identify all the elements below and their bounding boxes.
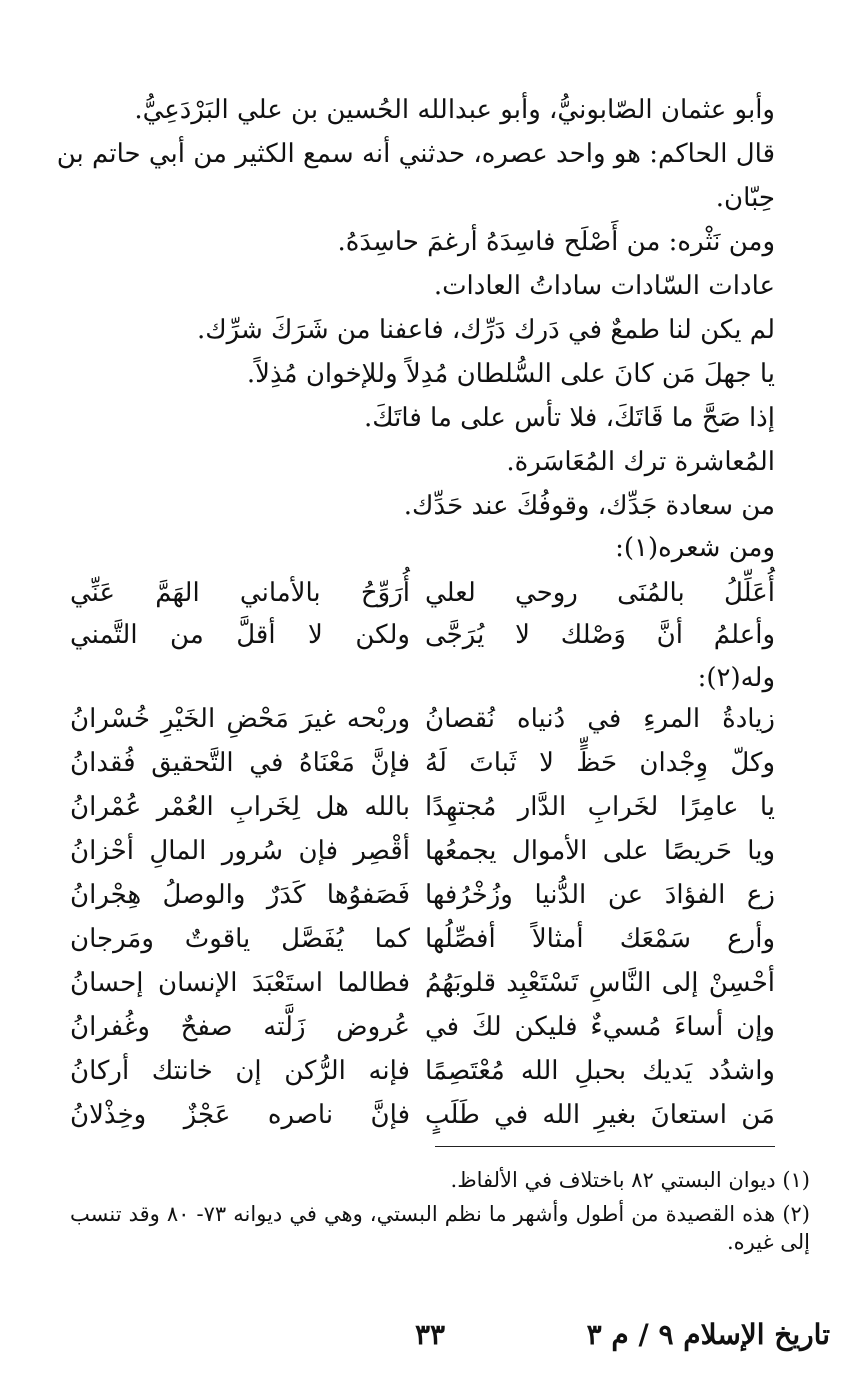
- verse-line: [70, 832, 775, 870]
- prose-line: ومن نَثْره: من أَصْلَح فاسِدَهُ أرغمَ حاسِدَهُ.: [337, 227, 775, 257]
- prose-line: يا جهلَ مَن كانَ على السُّلطان مُدِلاً وللإخوان مُذِلاً.: [246, 359, 775, 389]
- footnote-divider: [435, 1146, 775, 1147]
- verse-first-hemistich: أحْسِنْ إلى النَّاسِ تَسْتَعْبِد قلوبَهُمُ: [425, 968, 775, 998]
- verse-second-hemistich: فطالما استَعْبَدَ الإنسان إحسانُ: [70, 968, 410, 998]
- verse-line: [70, 1008, 775, 1046]
- verse-second-hemistich: عُروض زَلَّته صفحٌ وغُفرانُ: [70, 1012, 410, 1042]
- verse-first-hemistich: وإن أساءَ مُسيءٌ فليكن لكَ في: [425, 1012, 775, 1042]
- verse-second-hemistich: بالله هل لِخَرابِ العُمْر عُمْرانُ: [70, 792, 410, 822]
- verse-first-hemistich: وأرع سَمْعَك أمثالاً أفصِّلُها: [425, 924, 775, 954]
- verse-second-hemistich: فإنه الرُّكن إن خانتك أركانُ: [70, 1056, 410, 1086]
- verse-first-hemistich: زع الفؤادَ عن الدُّنيا وزُخْرُفها: [425, 880, 775, 910]
- poem-intro: ومن شعره(١):: [615, 533, 775, 563]
- footnote: (٢) هذه القصيدة من أطول وأشهر ما نظم البستي، وهي في ديوانه ٧٣- ٨٠ وقد تنسب إلى غيره.: [70, 1202, 810, 1254]
- verse-second-hemistich: ولكن لا أقلَّ من التَّمني: [70, 620, 410, 650]
- prose-line: لم يكن لنا طمعٌ في دَرك دَرِّك، فاعفنا من شَرَكَ شرِّك.: [196, 315, 775, 345]
- prose-line: من سعادة جَدِّك، وقوفُكَ عند حَدِّك.: [403, 491, 775, 521]
- signature-mark: تاريخ الإسلام ٩ / م ٣: [586, 1318, 830, 1351]
- verse-line: [70, 574, 775, 612]
- verse-first-hemistich: أُعَلِّلُ بالمُنَى روحي لعلي: [425, 578, 775, 608]
- verse-line: [70, 1096, 775, 1134]
- prose-line: قال الحاكم: هو واحد عصره، حدثني أنه سمع الكثير من أبي حاتم بن: [56, 139, 775, 169]
- verse-line: [70, 920, 775, 958]
- poem-intro: وله(٢):: [697, 663, 775, 693]
- verse-first-hemistich: وكلّ وِجْدان حَظٍّ لا ثَباتَ لَهُ: [425, 748, 775, 778]
- verse-line: [70, 876, 775, 914]
- verse-second-hemistich: فإنَّ ناصره عَجْزٌ وخِذْلانُ: [70, 1100, 410, 1130]
- verse-first-hemistich: ويا حَريصًا على الأموال يجمعُها: [425, 836, 775, 866]
- verse-first-hemistich: مَن استعانَ بغيرِ الله في طَلَبٍ: [425, 1100, 775, 1130]
- verse-second-hemistich: فَصَفوُها كَدَرٌ والوصلُ هِجْرانُ: [70, 880, 410, 910]
- prose-line: المُعاشرة ترك المُعَاسَرة.: [506, 447, 775, 477]
- verse-line: [70, 700, 775, 738]
- verse-line: [70, 1052, 775, 1090]
- verse-second-hemistich: أُرَوِّحُ بالأماني الهَمَّ عَنِّي: [70, 578, 410, 608]
- prose-line: عادات السّادات ساداتُ العادات.: [433, 271, 775, 301]
- verse-line: [70, 744, 775, 782]
- page-number: ٣٣: [415, 1318, 446, 1351]
- verse-second-hemistich: أقْصِر فإن سُرور المالِ أحْزانُ: [70, 836, 410, 866]
- verse-second-hemistich: كما يُفَصَّل ياقوتٌ ومَرجان: [70, 924, 410, 954]
- verse-line: [70, 788, 775, 826]
- prose-line: وأبو عثمان الصّابونيُّ، وأبو عبدالله الحُسين بن علي البَرْدَعِيُّ.: [134, 95, 775, 125]
- verse-second-hemistich: وربْحه غيرَ مَحْضِ الخَيْرِ خُسْرانُ: [70, 704, 410, 734]
- verse-first-hemistich: يا عامِرًا لخَرابِ الدَّار مُجتهِدًا: [425, 792, 775, 822]
- verse-first-hemistich: زيادةُ المرءِ في دُنياه نُقصانُ: [425, 704, 775, 734]
- prose-line: حِبّان.: [715, 183, 775, 213]
- footnote: (١) ديوان البستي ٨٢ باختلاف في الألفاظ.: [450, 1168, 810, 1192]
- verse-second-hemistich: فإنَّ مَعْنَاهُ في التَّحقيق فُقدانُ: [70, 748, 410, 778]
- prose-line: إذا صَحَّ ما قَاتَكَ، فلا تأس على ما فاتَكَ.: [364, 403, 775, 433]
- verse-first-hemistich: وأعلمُ أنَّ وَصْلك لا يُرَجَّى: [425, 620, 775, 650]
- verse-line: [70, 964, 775, 1002]
- verse-line: [70, 616, 775, 654]
- verse-first-hemistich: واشدُد يَديك بحبلِ الله مُعْتَصِمًا: [425, 1056, 775, 1086]
